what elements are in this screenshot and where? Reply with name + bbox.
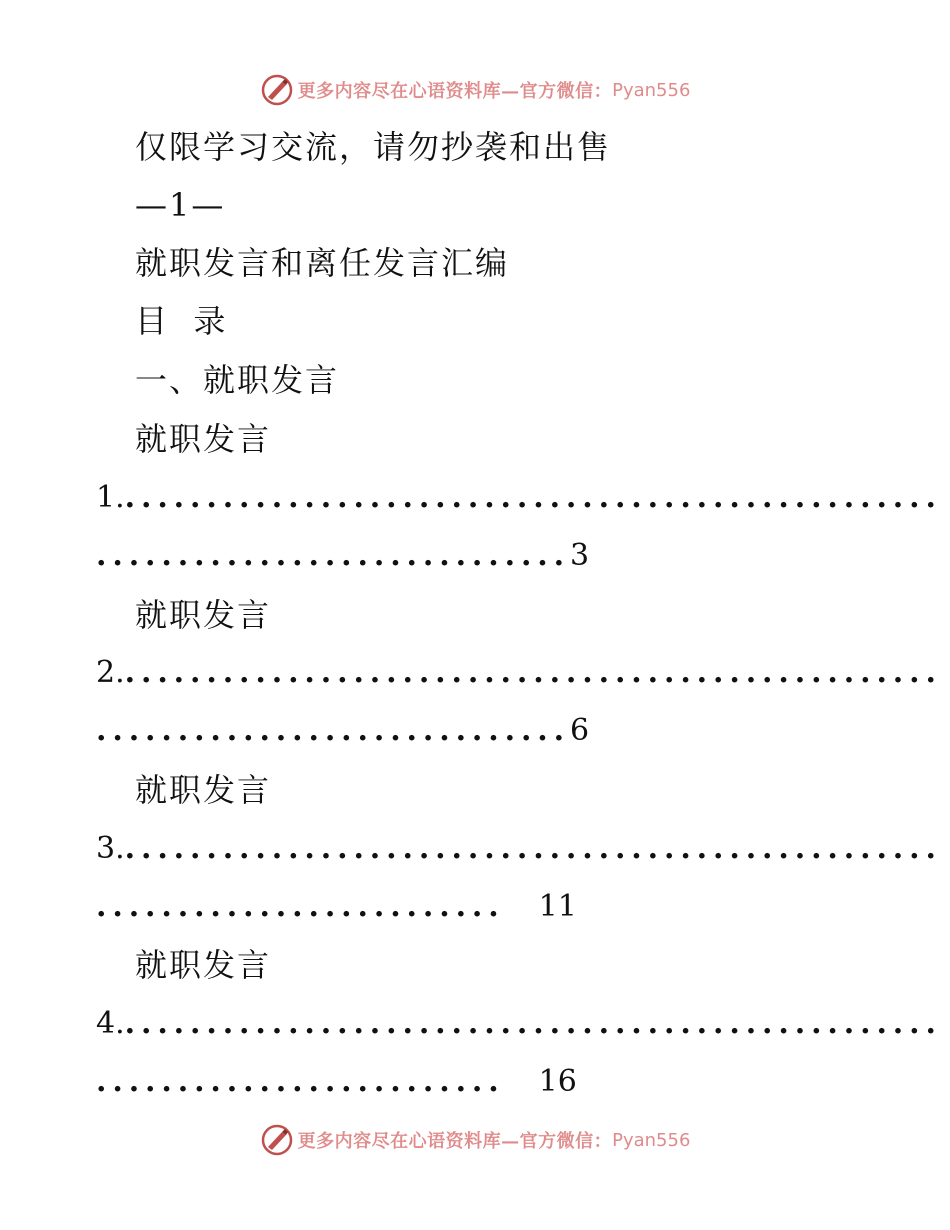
section-heading: 一、就职发言 [135,361,340,399]
toc-entry-leader: 4................................................... [96,1006,942,1041]
banner-text: 更多内容尽在心语资料库—官方微信： [297,1131,613,1152]
toc-entry-leader: ......................... 16 [96,1064,577,1099]
toc-entry-number: 1. [96,480,125,515]
banner-wechat-id: Pyan556 [612,1129,691,1151]
pen-logo-icon [260,1123,294,1157]
toc-entry-title: 就职发言 [135,946,272,984]
page-marker: —1— [135,186,226,224]
toc-entry-number: 3. [96,831,125,866]
banner-text: 更多内容尽在心语资料库—官方微信： [297,81,613,102]
toc-entry-leader: 1................................................... [96,480,942,515]
toc-page-number: 16 [538,1064,577,1099]
toc-page-number: 11 [538,889,577,924]
toc-entry-title: 就职发言 [135,420,272,458]
pen-logo-icon [260,73,294,107]
toc-heading: 目 录 [135,302,228,340]
toc-entry-leader: 2................................................... [96,655,942,690]
toc-entry-title: 就职发言 [135,596,272,634]
toc-entry-number: 4. [96,1006,125,1041]
banner-wechat-id: Pyan556 [612,79,691,101]
document-title: 就职发言和离任发言汇编 [135,244,510,282]
toc-entry-title: 就职发言 [135,771,272,809]
toc-entry-leader: .............................6 [96,713,590,748]
toc-page-number: 3 [570,538,590,573]
toc-page-number: 6 [570,713,590,748]
toc-entry-leader: 3................................................... [96,831,942,866]
header-banner [0,70,950,110]
toc-entry-leader: .............................3 [96,538,590,573]
toc-entry-number: 2. [96,655,125,690]
notice-text: 仅限学习交流，请勿抄袭和出售 [135,128,612,166]
footer-banner [0,1120,950,1160]
toc-entry-leader: ......................... 11 [96,889,577,924]
